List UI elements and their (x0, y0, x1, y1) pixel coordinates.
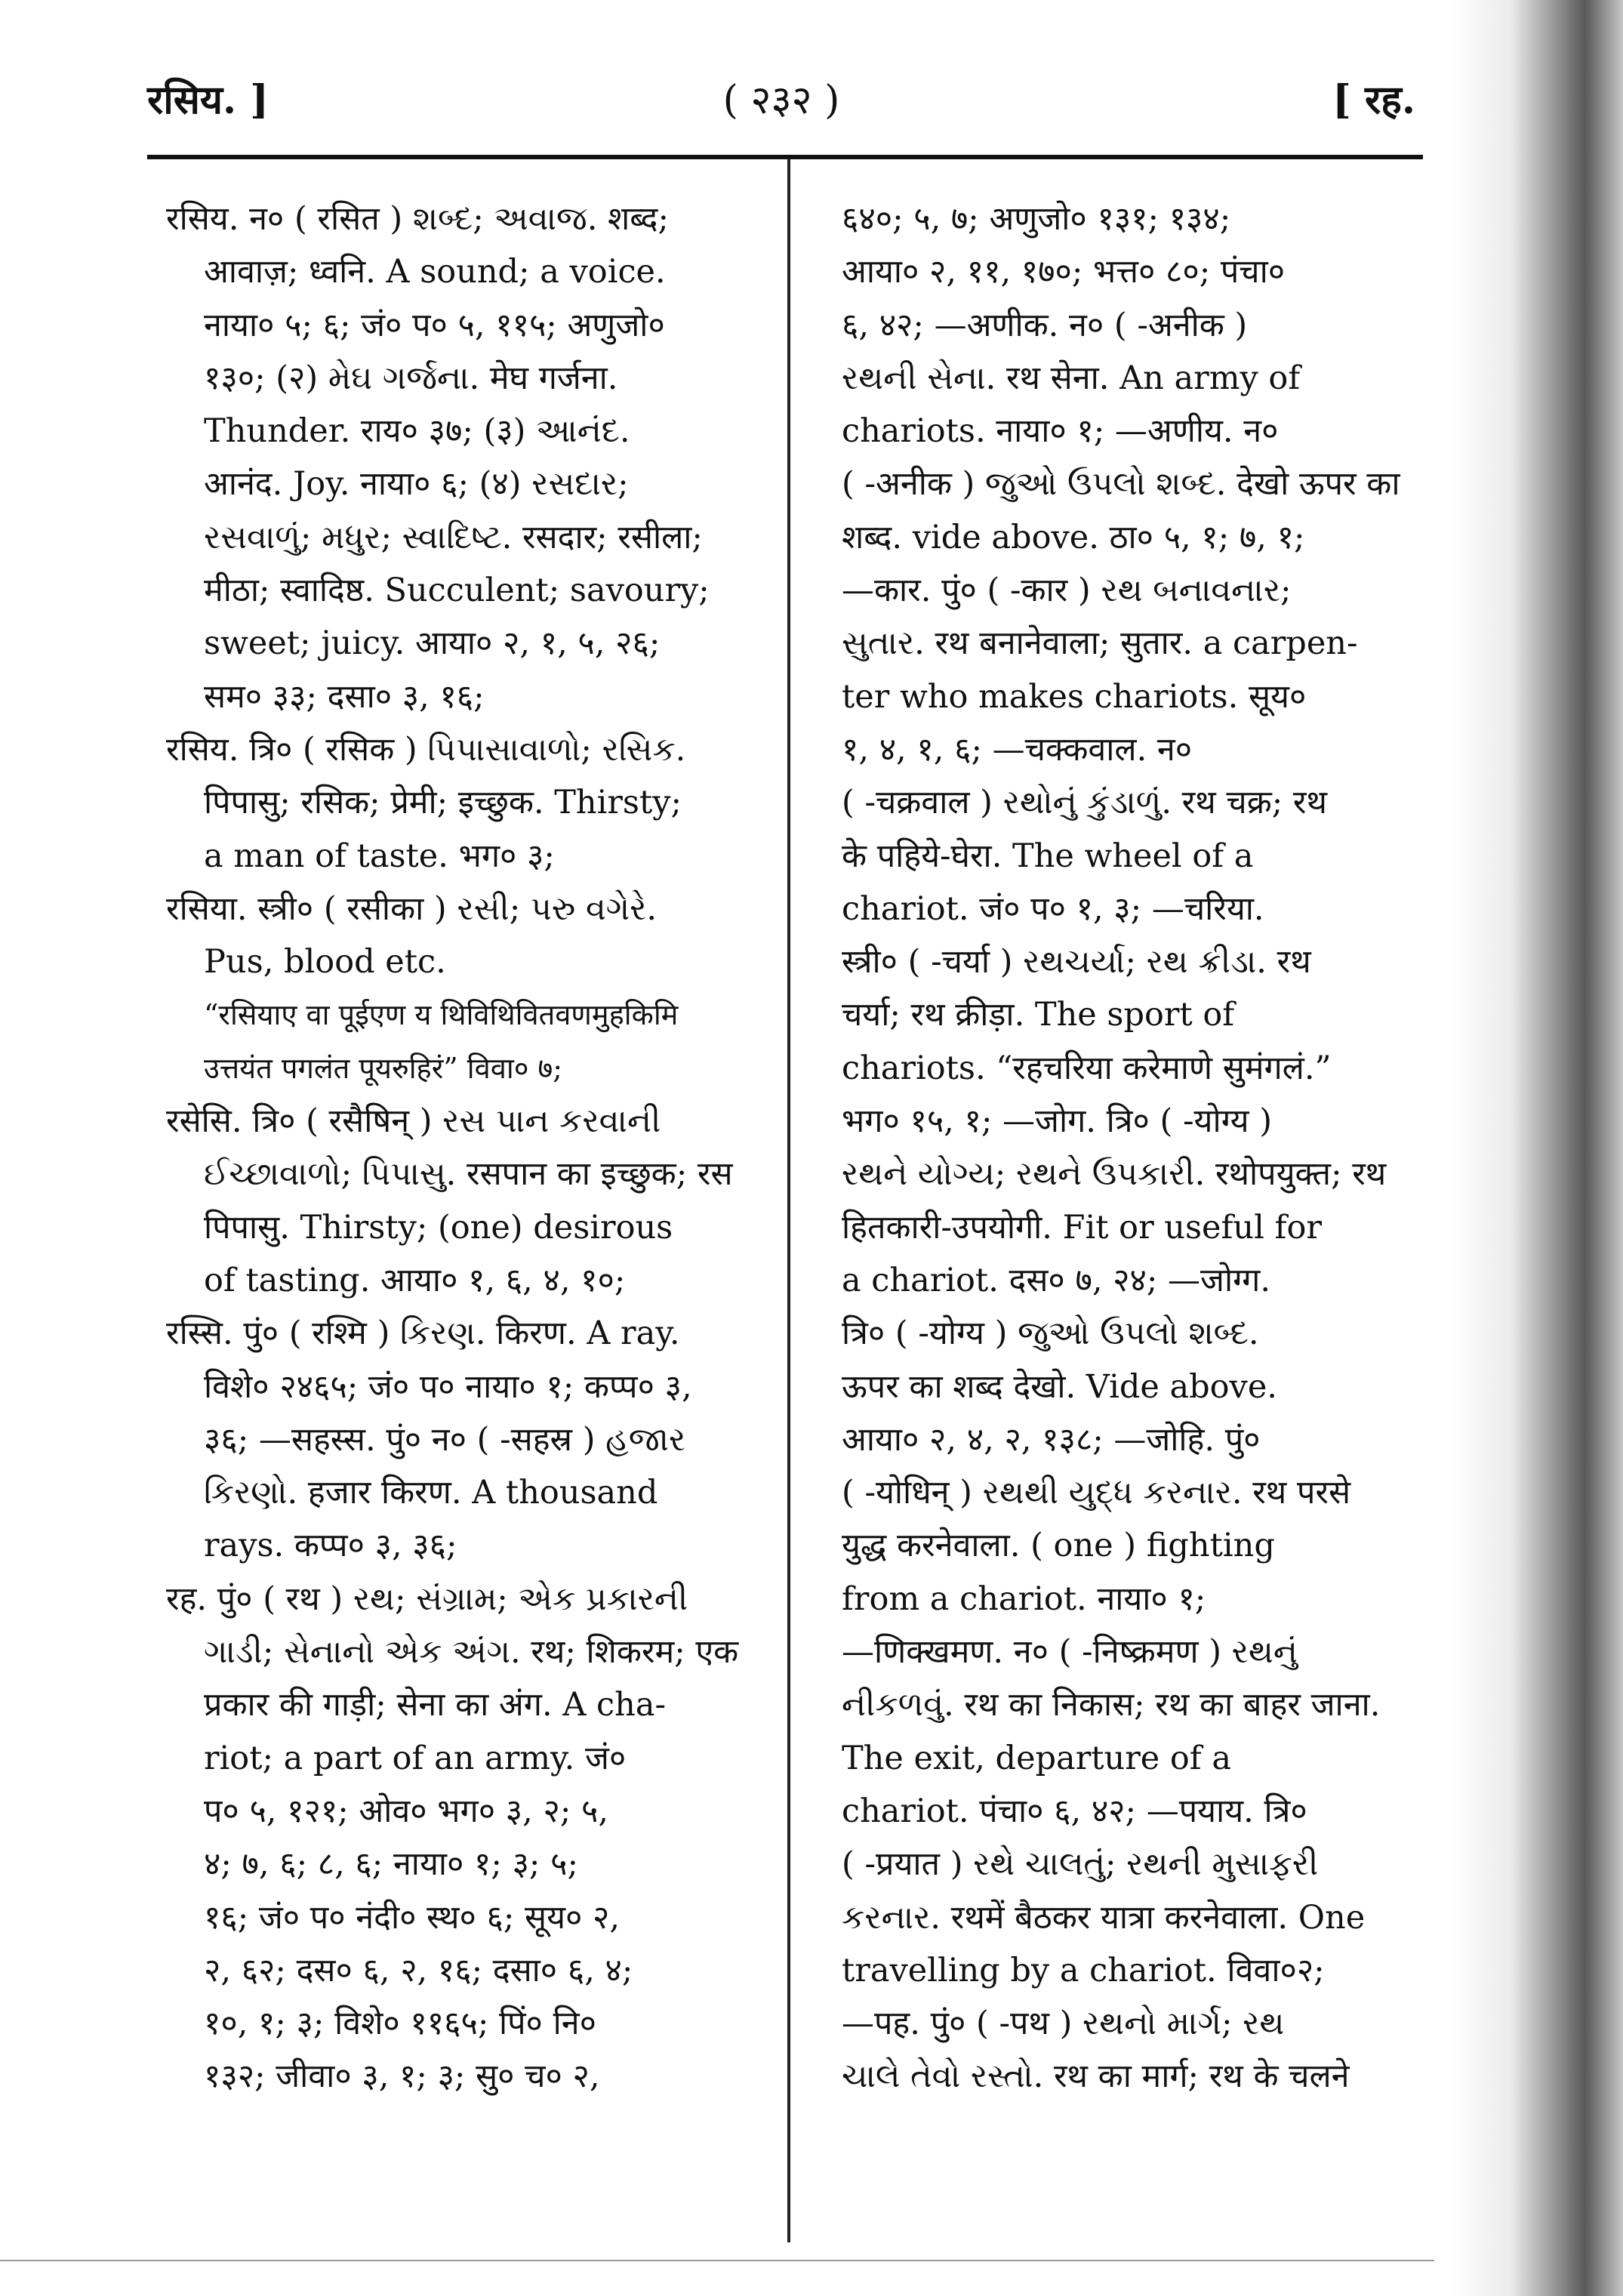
page-header (147, 72, 1415, 132)
entry-line: ગાડી; સેનાનો એક અંગ. रथ; शिकरम; एक (204, 1633, 739, 1672)
entry-line: —पह. पुं० ( -पथ ) રથનો માર્ગ; રથ (842, 2005, 1285, 2043)
entry-line: रस्सि. पुं० ( रश्मि ) કિરણ. किरण. A ray. (166, 1314, 680, 1353)
entry-line: पिपासु. Thirsty; (one) desirous (204, 1208, 673, 1247)
entry-line: ter who makes chariots. सूय० (842, 677, 1307, 716)
entry-line: chariot. पंचा० ६, ४२; —पयाय. त्रि० (842, 1792, 1307, 1830)
entry-line: ४; ७, ६; ८, ६; नाया० १; ३; ५; (204, 1845, 578, 1884)
entry-line: १०, १; ३; विशे० ११६५; पिं० नि० (204, 2005, 596, 2043)
entry-line: पिपासु; रसिक; प्रेमी; इच्छुक. Thirsty; (204, 784, 682, 822)
entry-line: of tasting. आया० १, ६, ४, १०; (204, 1261, 626, 1299)
entry-line: रसिय. न० ( रसित ) શબ્દ; અવાજ. शब्द; (166, 200, 669, 238)
column-divider (787, 159, 790, 2242)
entry-line: ( -चक्रवाल ) રથોનું કુંડાળું. रथ चक्र; रथ (842, 784, 1327, 822)
entry-line: a man of taste. भग० ३; (204, 837, 555, 875)
entry-line: नाया० ५; ६; जं० प० ५, ११५; अणुजो० (204, 306, 665, 344)
entry-line: प्रकार की गाड़ी; सेना का अंग. A cha- (204, 1686, 666, 1724)
entry-line: રથની સેના. रथ सेना. An army of (842, 359, 1301, 397)
entry-line: रसिय. त्रि० ( रसिक ) પિપાસાવાળો; રસિક. (166, 730, 686, 769)
entry-line: भग० १५, १; —जोग. त्रि० ( -योग्य ) (842, 1102, 1273, 1141)
entry-line: “रसियाए वा पूईएण य थिविथिवितवणमुहकिमि (204, 998, 679, 1032)
entry-line: Pus, blood etc. (204, 943, 446, 982)
entry-line: रसेसि. त्रि० ( रसैषिन् ) રસ પાન કરવાની (166, 1102, 661, 1141)
entry-line: रह. पुं० ( रथ ) રથ; સંગ્રામ; એક પ્રકારની (166, 1579, 688, 1618)
entry-line: sweet; juicy. आया० २, १, ५, २६; (204, 624, 661, 663)
entry-line: त्रि० ( -योग्य ) જુઓ ઉપલો શબ્દ. (842, 1314, 1259, 1353)
entry-line: शब्द. vide above. ठा० ५, १; ७, १; (842, 518, 1305, 556)
entry-line: विशे० २४६५; जं० प० नाया० १; कप्प० ३, (204, 1367, 692, 1406)
entry-line: आया० २, ४, २, १३८; —जोहि. पुं० (842, 1420, 1261, 1459)
entry-line: १३२; जीवा० ३, १; ३; सु० च० २, (204, 2057, 600, 2096)
entry-line: १३०; (२) મેઘ ગર્જના. मेघ गर्जना. (204, 359, 618, 397)
right-column (842, 193, 1446, 2103)
entry-line: ઈચ્છાવાળો; પિપાસુ. रसपान का इच्छुक; रस (204, 1155, 733, 1194)
entry-line: आवाज़; ध्वनि. A sound; a voice. (204, 253, 666, 291)
entry-line: हितकारी-उपयोगी. Fit or useful for (842, 1208, 1322, 1247)
entry-line: उत्तयंत पगलंत पूयरुहिरं” विवा० ७; (204, 1051, 563, 1085)
entry-line: કરનાર. रथमें बैठकर यात्रा करनेवाला. One (842, 1898, 1366, 1937)
entry-line: १६; जं० प० नंदी० स्थ० ६; सूय० २, (204, 1898, 621, 1937)
entry-line: चर्या; रथ क्रीड़ा. The sport of (842, 996, 1235, 1034)
entry-line: chariot. जं० प० १, ३; —चरिया. (842, 889, 1264, 928)
entry-line: ६४०; ५, ७; अणुजो० १३१; १३४; (842, 200, 1231, 238)
entry-line: सम० ३३; दसा० ३, १६; (204, 677, 485, 716)
entry-line: a chariot. दस० ७, २४; —जोग्ग. (842, 1261, 1271, 1299)
entry-line: chariots. नाया० १; —अणीय. न० (842, 412, 1279, 451)
entry-line: आनंद. Joy. नाया० ६; (४) રસદાર; (204, 465, 629, 504)
entry-line: १, ४, १, ६; —चक्कवाल. न० (842, 730, 1193, 769)
entry-line: रसिया. स्त्री० ( रसीका ) રસી; પરુ વગેરે. (166, 889, 658, 928)
entry-line: from a chariot. नाया० १; (842, 1579, 1206, 1618)
entry-line: युद्ध करनेवाला. ( one ) fighting (842, 1527, 1275, 1565)
entry-line: २, ६२; दस० ६, २, १६; दसा० ६, ४; (204, 1951, 633, 1989)
entry-line: ३६; —सहस्स. पुं० न० ( -सहस्र ) હજાર (204, 1420, 686, 1459)
entry-line: ६, ४२; —अणीक. न० ( -अनीक ) (842, 306, 1248, 344)
entry-line: Thunder. राय० ३७; (३) આનંદ. (204, 412, 630, 451)
entry-line: मीठा; स्वादिष्ठ. Succulent; savoury; (204, 572, 710, 610)
entry-line: The exit, departure of a (842, 1739, 1231, 1777)
entry-line: riot; a part of an army. जं० (204, 1739, 627, 1777)
entry-line: ( -अनीक ) જુઓ ઉપલો શબ્દ. देखो ऊपर का (842, 465, 1400, 504)
entry-line: સુતાર. रथ बनानेवाला; सुतार. a carpen- (842, 624, 1358, 663)
entry-line: રસવાળું; મધુર; સ્વાદિષ્ટ. रसदार; रसीला; (204, 518, 703, 556)
left-column (166, 193, 762, 2103)
header-first-entry: रसिय. ] (147, 77, 269, 123)
entry-line: आया० २, ११, १७०; भत्त० ८०; पंचा० (842, 253, 1286, 291)
entry-line: ( -योधिन् ) રથથી યુદ્ધ કરનાર. रथ परसे (842, 1474, 1351, 1512)
page-number: ( २३२ ) (722, 78, 840, 123)
entry-line: travelling by a chariot. विवा०२; (842, 1951, 1325, 1989)
header-rule (147, 155, 1423, 159)
entry-line: chariots. “रहचरिया करेमाणे सुमंगलं.” (842, 1049, 1332, 1087)
bottom-edge (0, 2260, 1434, 2261)
entry-line: —कार. पुं० ( -कार ) રથ બનાવનાર; (842, 572, 1292, 610)
page-edge-shadow (1449, 0, 1623, 2296)
entry-line: રથને યોગ્ય; રથને ઉપકારી. रथोपयुक्त; रथ (842, 1155, 1387, 1194)
entry-line: स्त्री० ( -चर्या ) રથચર્યા; રથ ક્રીડા. रथ (842, 943, 1311, 982)
entry-line: નીકળવું. रथ का निकास; रथ का बाहर जाना. (842, 1686, 1381, 1724)
header-last-entry: [ रह. (1332, 77, 1415, 123)
entry-line: rays. कप्प० ३, ३६; (204, 1527, 457, 1565)
entry-line: के पहिये-घेरा. The wheel of a (842, 837, 1254, 875)
entry-line: ચાલે તેવો રસ્તો. रथ का मार्ग; रथ के चलने (842, 2057, 1350, 2096)
entry-line: ऊपर का शब्द देखो. Vide above. (842, 1367, 1277, 1406)
entry-line: —णिक्खमण. न० ( -निष्क्रमण ) રથનું (842, 1633, 1298, 1672)
entry-line: प० ५, १२१; ओव० भग० ३, २; ५, (204, 1792, 609, 1830)
entry-line: ( -प्रयात ) રથે ચાલતું; રથની મુસાફરી (842, 1845, 1319, 1884)
entry-line: કિરણો. हजार किरण. A thousand (204, 1474, 658, 1512)
